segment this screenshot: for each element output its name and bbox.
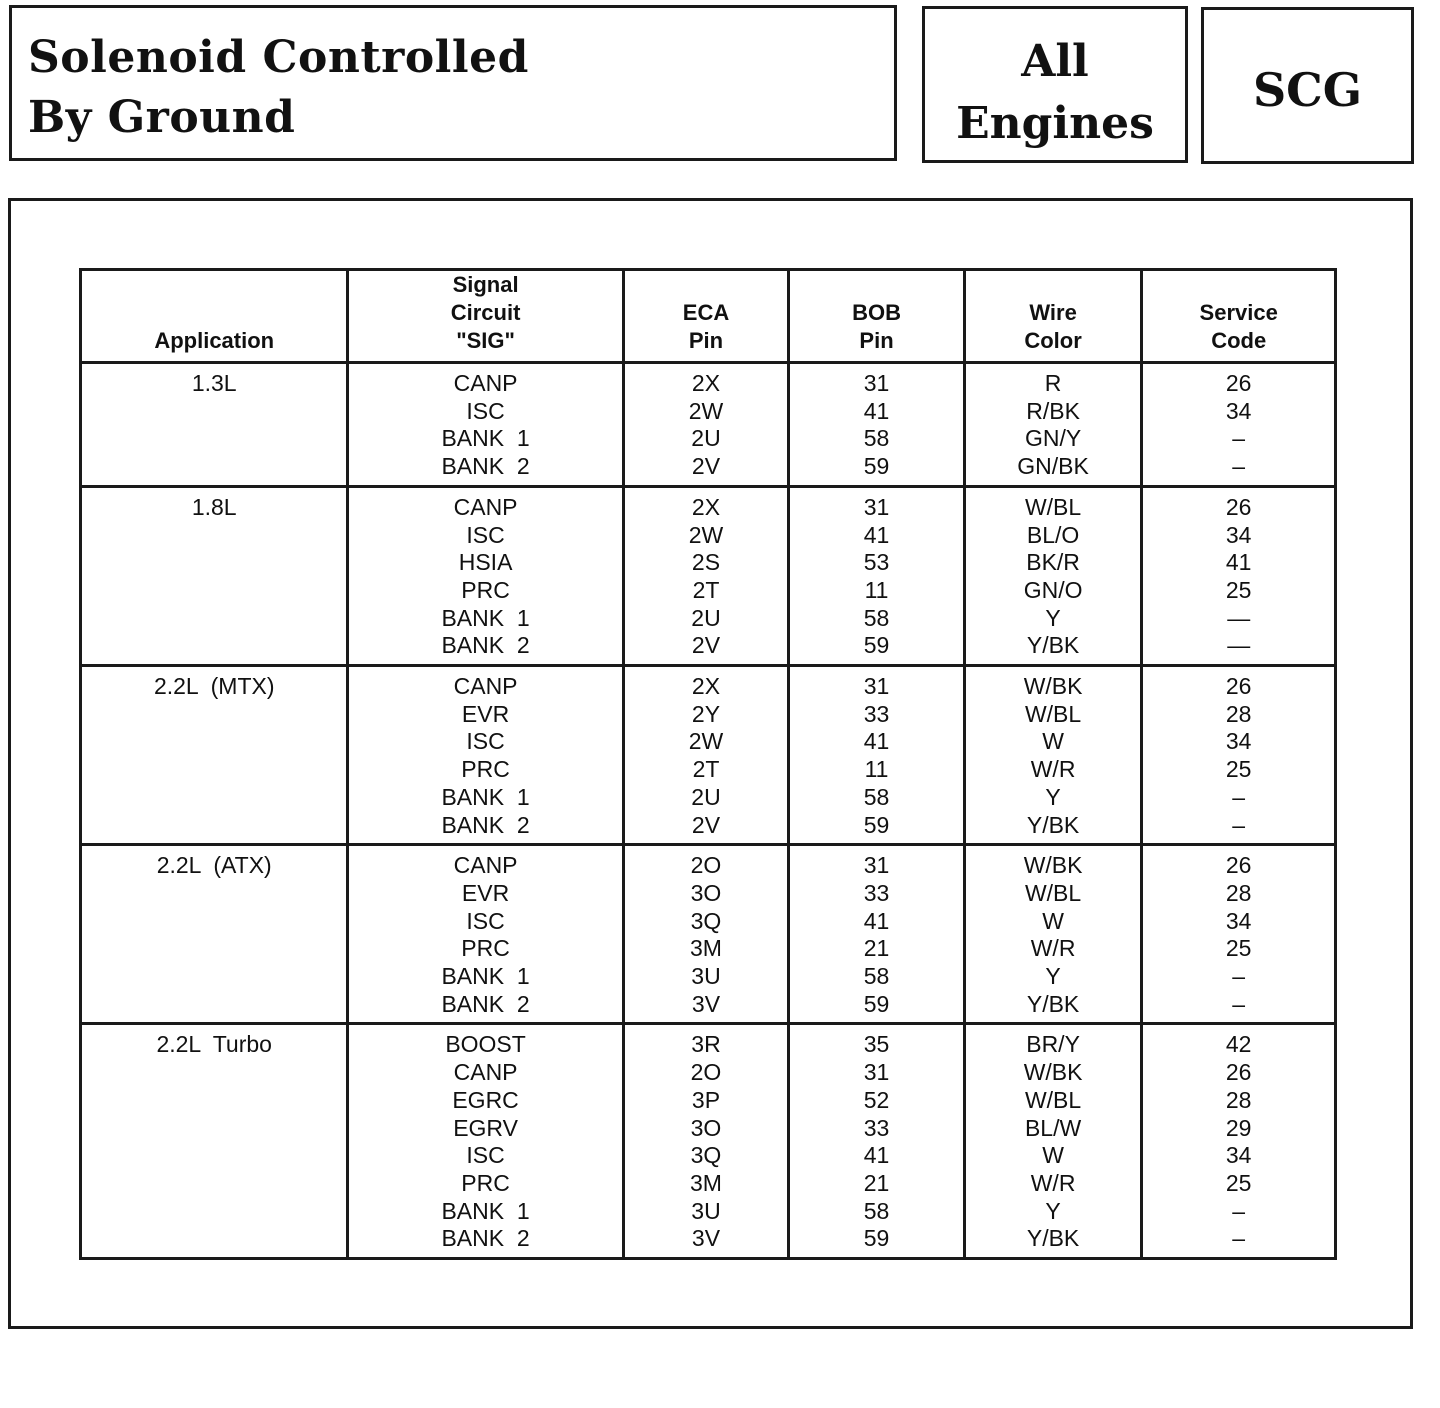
cell-bob-pin-value: 33 [863,1114,890,1141]
cell-eca-pin [623,1024,789,1259]
cell-eca-pin-value: 3O [690,879,722,906]
cell-bob-pin-value: 41 [863,728,890,755]
cell-wire-color-value: W/R [1030,935,1076,962]
cell-signal-circuit-value: CANP [453,370,518,396]
cell-bob-pin-value: 59 [863,453,890,480]
cell-eca-pin-value: 2T [692,756,720,783]
cell-service-code-value: 25 [1225,1169,1252,1196]
cell-signal-circuit-value: BANK 2 [441,453,530,480]
cell-eca-pin [623,486,789,665]
cell-wire-color-value: R [1044,370,1062,396]
cell-bob-pin [789,845,965,1024]
cell-eca-pin-value: 2O [690,852,722,879]
cell-service-code [1142,363,1336,487]
cell-eca-pin-value: 2U [691,783,721,810]
cell-bob-pin-value: 21 [863,1169,890,1196]
cell-eca-pin [623,845,789,1024]
application-label: 1.3L [191,370,237,396]
section-code: SCG [1252,63,1363,117]
cell-wire-color-value: Y/BK [1026,632,1080,659]
cell-service-code [1142,845,1336,1024]
cell-eca-pin [623,666,789,845]
cell-service-code-value: 34 [1225,728,1252,755]
table-row [81,486,1336,665]
cell-service-code [1142,666,1336,845]
cell-bob-pin-value: 52 [863,1086,890,1113]
cell-wire-color-value: W/R [1030,756,1076,783]
cell-eca-pin-value: 2W [688,397,724,424]
cell-eca-pin-value: 2X [691,493,721,520]
cell-eca-pin-value: 3U [691,963,721,990]
cell-service-code-value: 26 [1225,493,1252,520]
code-box [1201,7,1414,164]
cell-eca-pin [623,363,789,487]
cell-signal-circuit-value: BANK 1 [441,783,530,810]
cell-bob-pin-value: 31 [863,1059,890,1086]
cell-service-code-value: – [1232,783,1246,810]
cell-bob-pin-value: 59 [863,990,890,1017]
cell-service-code-value: 34 [1225,521,1252,548]
cell-eca-pin-value: 3M [690,935,722,962]
cell-bob-pin-value: 31 [863,852,890,879]
application-label: 2.2L (ATX) [156,852,272,879]
cell-service-code-value: 26 [1225,852,1252,879]
cell-wire-color-value: Y [1045,963,1061,990]
table-row [81,363,1336,487]
header-eca-pin: ECA Pin [623,270,789,363]
cell-service-code-value: – [1232,453,1246,480]
cell-wire-color-value: W [1042,1142,1064,1169]
header-signal-circuit: Signal Circuit "SIG" [348,270,623,363]
cell-bob-pin-value: 11 [864,576,889,603]
cell-signal-circuit-value: EGRV [453,1114,518,1141]
cell-wire-color-value: Y/BK [1026,811,1080,838]
cell-service-code-value: – [1232,990,1246,1017]
cell-application [81,486,348,665]
cell-eca-pin-value: 2S [691,549,721,576]
cell-wire-color [964,486,1142,665]
cell-wire-color [964,666,1142,845]
cell-bob-pin-value: 58 [863,604,890,631]
header-wire-color: Wire Color [964,270,1142,363]
cell-signal-circuit-value: BANK 2 [441,811,530,838]
engines-line-1: All [1021,36,1089,87]
cell-signal-circuit-value: CANP [453,673,518,700]
cell-wire-color [964,845,1142,1024]
cell-service-code-value: – [1232,1197,1246,1224]
cell-service-code-value: 26 [1225,673,1252,700]
cell-service-code [1142,1024,1336,1259]
cell-eca-pin-value: 2V [691,453,721,480]
cell-bob-pin-value: 58 [863,425,890,452]
cell-wire-color-value: W/BL [1024,700,1082,727]
cell-service-code-value: 25 [1225,576,1252,603]
cell-wire-color-value: W/BL [1024,493,1082,520]
cell-signal-circuit-value: BANK 1 [441,425,530,452]
cell-service-code-value: 41 [1225,549,1252,576]
cell-signal-circuit [348,363,623,487]
title-line-1: Solenoid Controlled [28,32,529,83]
cell-eca-pin-value: 3Q [690,907,722,934]
cell-signal-circuit-value: PRC [461,756,510,783]
cell-wire-color-value: BR/Y [1026,1031,1080,1058]
title-line-2: By Ground [28,92,296,143]
cell-service-code-value: — [1227,632,1251,659]
cell-signal-circuit-value: PRC [461,935,510,962]
cell-wire-color-value: GN/O [1023,576,1083,603]
cell-bob-pin-value: 41 [863,907,890,934]
cell-eca-pin-value: 2V [691,811,721,838]
table-row [81,845,1336,1024]
cell-wire-color-value: W/BK [1023,1059,1083,1086]
table-row [81,666,1336,845]
header-service-code: Service Code [1142,270,1336,363]
cell-wire-color-value: GN/Y [1024,425,1082,452]
cell-bob-pin-value: 41 [863,1142,890,1169]
cell-signal-circuit-value: ISC [466,728,505,755]
cell-signal-circuit-value: BANK 1 [441,1197,530,1224]
pin-table [79,268,1337,1260]
cell-wire-color-value: Y [1045,604,1061,631]
cell-signal-circuit [348,666,623,845]
application-label: 2.2L Turbo [156,1031,272,1058]
cell-bob-pin-value: 58 [863,963,890,990]
cell-service-code-value: – [1232,1225,1246,1252]
application-label: 1.8L [191,493,237,520]
cell-service-code [1142,486,1336,665]
cell-wire-color-value: W/R [1030,1169,1076,1196]
cell-signal-circuit-value: ISC [466,397,505,424]
cell-signal-circuit-value: PRC [461,576,510,603]
cell-wire-color-value: BL/W [1024,1114,1082,1141]
cell-wire-color-value: Y [1045,1197,1061,1224]
cell-eca-pin-value: 3Q [690,1142,722,1169]
cell-signal-circuit [348,1024,623,1259]
header-application: Application [81,270,348,363]
cell-bob-pin-value: 41 [863,521,890,548]
cell-eca-pin-value: 3V [691,990,721,1017]
cell-signal-circuit-value: BOOST [445,1031,526,1058]
cell-service-code-value: – [1232,425,1246,452]
cell-service-code-value: 34 [1225,907,1252,934]
table-body [81,363,1336,1259]
cell-signal-circuit [348,845,623,1024]
cell-wire-color [964,1024,1142,1259]
cell-eca-pin-value: 2U [691,604,721,631]
cell-wire-color-value: R/BK [1026,397,1080,424]
cell-signal-circuit-value: BANK 1 [441,604,530,631]
cell-wire-color-value: W/BK [1023,673,1083,700]
cell-signal-circuit-value: ISC [466,521,505,548]
engines-box [922,6,1188,163]
cell-service-code-value: — [1227,604,1251,631]
cell-wire-color-value: Y/BK [1026,1225,1080,1252]
cell-service-code-value: 25 [1225,935,1252,962]
cell-eca-pin-value: 2O [690,1059,722,1086]
cell-eca-pin-value: 2U [691,425,721,452]
cell-bob-pin-value: 33 [863,879,890,906]
cell-eca-pin-value: 3O [690,1114,722,1141]
cell-signal-circuit-value: CANP [453,493,518,520]
cell-bob-pin-value: 21 [863,935,890,962]
cell-bob-pin [789,1024,965,1259]
cell-service-code-value: 28 [1225,879,1252,906]
cell-signal-circuit-value: CANP [453,1059,518,1086]
cell-service-code-value: 34 [1225,1142,1252,1169]
cell-eca-pin-value: 2V [691,632,721,659]
application-label: 2.2L (MTX) [153,673,275,700]
cell-service-code-value: 29 [1225,1114,1252,1141]
cell-service-code-value: 25 [1225,756,1252,783]
cell-signal-circuit-value: EGRC [452,1086,519,1113]
cell-signal-circuit-value: BANK 2 [441,990,530,1017]
cell-signal-circuit-value: ISC [466,907,505,934]
cell-eca-pin-value: 2X [691,370,721,396]
cell-application [81,666,348,845]
cell-signal-circuit-value: CANP [453,852,518,879]
table-header-row [81,270,1336,363]
cell-wire-color-value: W/BL [1024,1086,1082,1113]
cell-signal-circuit-value: EVR [461,879,510,906]
cell-wire-color-value: W/BL [1024,879,1082,906]
cell-application [81,363,348,487]
cell-bob-pin-value: 31 [863,673,890,700]
cell-eca-pin-value: 3M [690,1169,722,1196]
cell-eca-pin-value: 3U [691,1197,721,1224]
cell-service-code-value: 28 [1225,1086,1252,1113]
cell-wire-color-value: BL/O [1026,521,1080,548]
cell-eca-pin-value: 2Y [691,700,721,727]
cell-bob-pin-value: 53 [863,549,890,576]
cell-signal-circuit-value: PRC [461,1169,510,1196]
cell-bob-pin-value: 31 [863,493,890,520]
table-row [81,1024,1336,1259]
cell-wire-color-value: W [1042,728,1064,755]
cell-signal-circuit-value: BANK 2 [441,632,530,659]
cell-bob-pin-value: 59 [863,1225,890,1252]
cell-bob-pin-value: 58 [863,1197,890,1224]
cell-wire-color-value: Y [1045,783,1061,810]
cell-signal-circuit-value: EVR [461,700,510,727]
cell-wire-color-value: GN/BK [1017,453,1089,480]
cell-service-code-value: – [1232,811,1246,838]
cell-bob-pin-value: 41 [863,397,890,424]
cell-signal-circuit [348,486,623,665]
cell-wire-color-value: W/BK [1023,852,1083,879]
cell-service-code-value: – [1232,963,1246,990]
cell-wire-color-value: W [1042,907,1064,934]
cell-eca-pin-value: 3V [691,1225,721,1252]
cell-service-code-value: 28 [1225,700,1252,727]
cell-eca-pin-value: 2T [692,576,720,603]
cell-service-code-value: 26 [1225,370,1252,396]
cell-eca-pin-value: 3R [691,1031,721,1058]
cell-wire-color-value: Y/BK [1026,990,1080,1017]
cell-signal-circuit-value: BANK 1 [441,963,530,990]
cell-bob-pin [789,363,965,487]
page-title [28,28,529,148]
cell-service-code-value: 42 [1225,1031,1252,1058]
cell-eca-pin-value: 2W [688,521,724,548]
cell-bob-pin-value: 58 [863,783,890,810]
cell-eca-pin-value: 2W [688,728,724,755]
cell-application [81,1024,348,1259]
cell-signal-circuit-value: HSIA [458,549,513,576]
cell-bob-pin-value: 33 [863,700,890,727]
header-bob-pin: BOB Pin [789,270,965,363]
engines-line-2: Engines [956,98,1154,149]
cell-eca-pin-value: 2X [691,673,721,700]
cell-bob-pin [789,666,965,845]
cell-application [81,845,348,1024]
cell-bob-pin-value: 59 [863,811,890,838]
title-box [9,5,897,161]
cell-signal-circuit-value: ISC [466,1142,505,1169]
cell-wire-color-value: BK/R [1026,549,1080,576]
cell-service-code-value: 34 [1225,397,1252,424]
engines-label [925,31,1185,155]
cell-wire-color [964,363,1142,487]
cell-bob-pin-value: 11 [864,756,889,783]
cell-bob-pin-value: 31 [863,370,890,396]
cell-bob-pin [789,486,965,665]
cell-signal-circuit-value: BANK 2 [441,1225,530,1252]
cell-bob-pin-value: 35 [863,1031,890,1058]
cell-service-code-value: 26 [1225,1059,1252,1086]
cell-eca-pin-value: 3P [691,1086,721,1113]
cell-bob-pin-value: 59 [863,632,890,659]
